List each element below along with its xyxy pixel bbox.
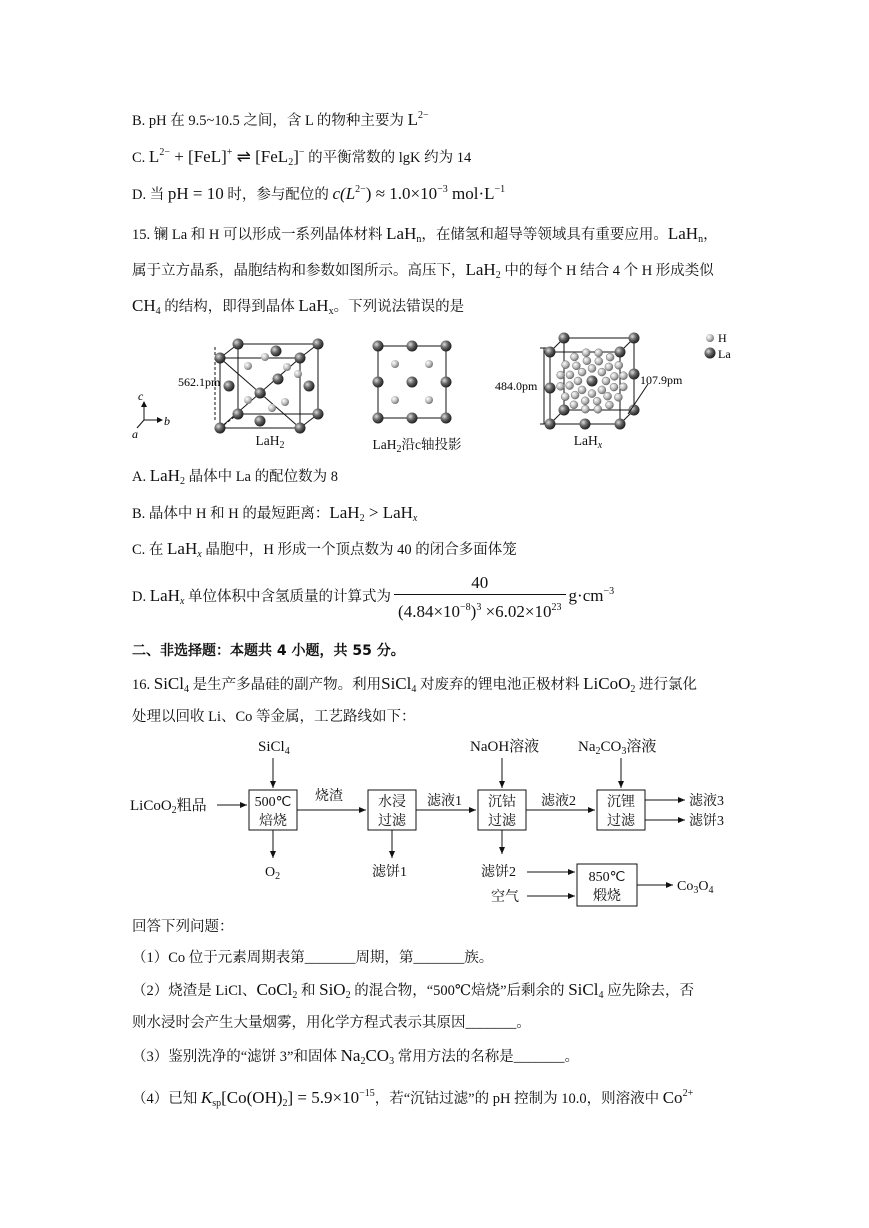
hydrogen-atom bbox=[598, 368, 606, 376]
label-cake1: 滤饼1 bbox=[372, 865, 407, 880]
svg-text:沉钴: 沉钴 bbox=[488, 795, 516, 810]
svg-text:850℃: 850℃ bbox=[588, 870, 626, 885]
svg-text:过滤: 过滤 bbox=[378, 814, 406, 829]
q16-part3: （3）鉴别洗净的“滤饼 3”和固体 $Na_2CO_3$ 常用方法的名称是_______。 bbox=[132, 1046, 579, 1067]
q14-option-c: C. $L^{2-} + [FeL]^+$ ⇌ [FeL$_2$]− 的平衡常数的 lgK 约为 14 bbox=[132, 147, 472, 168]
hydrogen-atom bbox=[593, 397, 601, 405]
hydrogen-atom bbox=[588, 364, 596, 372]
hydrogen-atom bbox=[557, 371, 565, 379]
hydrogen-atom bbox=[606, 353, 614, 361]
hydrogen-atom bbox=[582, 349, 590, 357]
hydrogen-atom bbox=[571, 353, 579, 361]
hydrogen-atom bbox=[566, 382, 574, 390]
q15-option-a: A. LaH$_2$ 晶体中 La 的配位数为 8 bbox=[132, 466, 338, 487]
label-air: 空气 bbox=[491, 890, 519, 905]
hydrogen-mass-fraction: $\frac{40}{(4.84\times 10^{-8})^3 \times 6.02\times 10^{23}}$ bbox=[394, 572, 566, 623]
svg-text:水浸: 水浸 bbox=[378, 795, 406, 810]
q15-stem-line3: $CH_4$ 的结构，即得到晶体 LaH$_x$。下列说法错误的是 bbox=[132, 296, 465, 317]
svg-text:煅烧: 煅烧 bbox=[593, 889, 621, 904]
answer-intro: 回答下列问题： bbox=[132, 919, 234, 935]
hydrogen-atom bbox=[583, 357, 591, 365]
lah2-unit-cell bbox=[178, 339, 324, 434]
hydrogen-atom bbox=[619, 383, 627, 391]
q16-part2-line1: （2）烧渣是 LiCl、CoCl$_2$ 和 SiO$_2$ 的混合物，“500℃焙烧”后剩余的 SiCl$_4$ 应先除去，否 bbox=[132, 980, 695, 1001]
svg-text:c: c bbox=[138, 389, 144, 403]
q16-part2-line2: 则水浸时会产生大量烟雾，用化学方程式表示其原因_______。 bbox=[132, 1015, 531, 1031]
svg-text:a: a bbox=[132, 427, 138, 441]
hydrogen-atom bbox=[578, 368, 586, 376]
hydrogen-atom bbox=[620, 372, 628, 380]
label-slag: 烧渣 bbox=[315, 789, 343, 804]
label-filtrate1: 滤液1 bbox=[427, 794, 462, 809]
hydrogen-atom bbox=[605, 363, 613, 371]
hydrogen-atom bbox=[570, 401, 578, 409]
hydrogen-atom bbox=[594, 405, 602, 413]
hydrogen-atom bbox=[595, 357, 603, 365]
svg-text:沉锂: 沉锂 bbox=[607, 795, 635, 810]
caption-projection: LaH$_2$沿c轴投影 bbox=[372, 437, 462, 455]
process-flowchart bbox=[125, 732, 765, 912]
svg-text:500℃: 500℃ bbox=[254, 795, 292, 810]
svg-text:过滤: 过滤 bbox=[488, 814, 516, 829]
label-na2co3: $Na_2CO_3$溶液 bbox=[578, 739, 657, 757]
hydrogen-atom bbox=[604, 392, 612, 400]
label-cake3: 滤饼3 bbox=[689, 814, 724, 829]
q16-part1: （1）Co 位于元素周期表第_______周期，第_______族。 bbox=[132, 950, 494, 966]
q15-option-c: C. 在 LaH$_x$ 晶胞中，H 形成一个顶点数为 40 的闭合多面体笼 bbox=[132, 539, 517, 560]
hydrogen-atom bbox=[581, 397, 589, 405]
hydrogen-atom bbox=[562, 361, 570, 369]
axis-indicator bbox=[132, 389, 170, 441]
h-h-distance: 107.9pm bbox=[640, 373, 683, 387]
caption-lahx: LaH$_x$ bbox=[573, 433, 603, 451]
svg-text:焙烧: 焙烧 bbox=[259, 814, 287, 829]
label-licoo2: LiCoO$_2$粗品 bbox=[130, 798, 207, 816]
svg-text:过滤: 过滤 bbox=[607, 814, 635, 829]
hydrogen-atom bbox=[578, 386, 586, 394]
lah2-lattice-param: 562.1pm bbox=[178, 375, 221, 389]
hydrogen-atom bbox=[602, 377, 610, 385]
legend bbox=[705, 331, 732, 361]
legend-h: H bbox=[718, 331, 727, 345]
q15-stem-line2: 属于立方晶系，晶胞结构和参数如图所示。高压下，LaH$_2$ 中的每个 H 结合 4 个 H 形成类似 bbox=[132, 260, 714, 281]
q15-option-b: B. 晶体中 H 和 H 的最短距离：LaH$_2$ > LaH$_x$ bbox=[132, 503, 418, 524]
caption-lah2: LaH$_2$ bbox=[255, 433, 285, 451]
legend-la: La bbox=[718, 347, 731, 361]
hydrogen-atom bbox=[614, 393, 622, 401]
hydrogen-atom bbox=[566, 371, 574, 379]
hydrogen-atom bbox=[588, 390, 596, 398]
hydrogen-atom bbox=[606, 401, 614, 409]
svg-text:b: b bbox=[164, 414, 170, 428]
lah2-c-axis-projection bbox=[373, 341, 452, 424]
label-cake2: 滤饼2 bbox=[481, 865, 516, 880]
q15-option-d: D. LaH$_x$ 单位体积中含氢质量的计算式为 $\frac{40}{(4.84\times 10^{-8})^3 \times 6.02\times 10^{23}}$ $g\cdot cm^{-3}$ bbox=[132, 573, 615, 621]
hydrogen-atom bbox=[581, 405, 589, 413]
lahx-unit-cell bbox=[495, 333, 683, 430]
q16-part4: （4）已知 $K_{sp}[Co(OH)_2] = 5.9\times 10^{-15}$，若“沉钴过滤”的 pH 控制为 10.0，则溶液中 $Co^{2+}$ bbox=[132, 1088, 694, 1109]
label-filtrate2: 滤液2 bbox=[541, 794, 576, 809]
hydrogen-atom bbox=[598, 386, 606, 394]
hydrogen-atom bbox=[595, 349, 603, 357]
q16-stem-line2: 处理以回收 Li、Co 等金属，工艺路线如下： bbox=[132, 709, 416, 725]
hydrogen-atom bbox=[610, 383, 618, 391]
hydrogen-atom bbox=[572, 362, 580, 370]
label-sicl4: SiCl$_4$ bbox=[258, 739, 290, 757]
lahx-lattice-param: 484.0pm bbox=[495, 379, 538, 393]
q14-option-b: B. pH 在 9.5~10.5 之间，含 L 的物种主要为 $L^{2-}$ bbox=[132, 110, 429, 129]
q14-option-d: D. 当 pH = 10 时，参与配位的 $c(L^{2-}) \approx 1.0\times 10^{-3}$ $mol\cdot L^{-1}$ bbox=[132, 184, 506, 203]
hydrogen-atom bbox=[574, 377, 582, 385]
q16-stem-line1: 16. SiCl$_4$ 是生产多晶硅的副产物。利用SiCl$_4$ 对废弃的锂电池正极材料 LiCoO$_2$ 进行氯化 bbox=[132, 674, 697, 695]
label-naoh: NaOH溶液 bbox=[470, 739, 540, 755]
label-o2: $O_2$ bbox=[265, 865, 281, 882]
hydrogen-atom bbox=[571, 391, 579, 399]
hydrogen-atom bbox=[610, 372, 618, 380]
hydrogen-atom bbox=[557, 382, 565, 390]
label-co3o4: $Co_3O_4$ bbox=[677, 879, 714, 896]
label-filtrate3: 滤液3 bbox=[689, 794, 724, 809]
section-heading: 二、非选择题：本题共 4 小题，共 55 分。 bbox=[132, 643, 405, 659]
hydrogen-atom bbox=[561, 393, 569, 401]
hydrogen-atom bbox=[615, 361, 623, 369]
q15-stem-line1: 15. 镧 La 和 H 可以形成一系列晶体材料 LaH$_n$，在储氢和超导等领域具有重要应用。LaH$_n$， bbox=[132, 224, 718, 245]
